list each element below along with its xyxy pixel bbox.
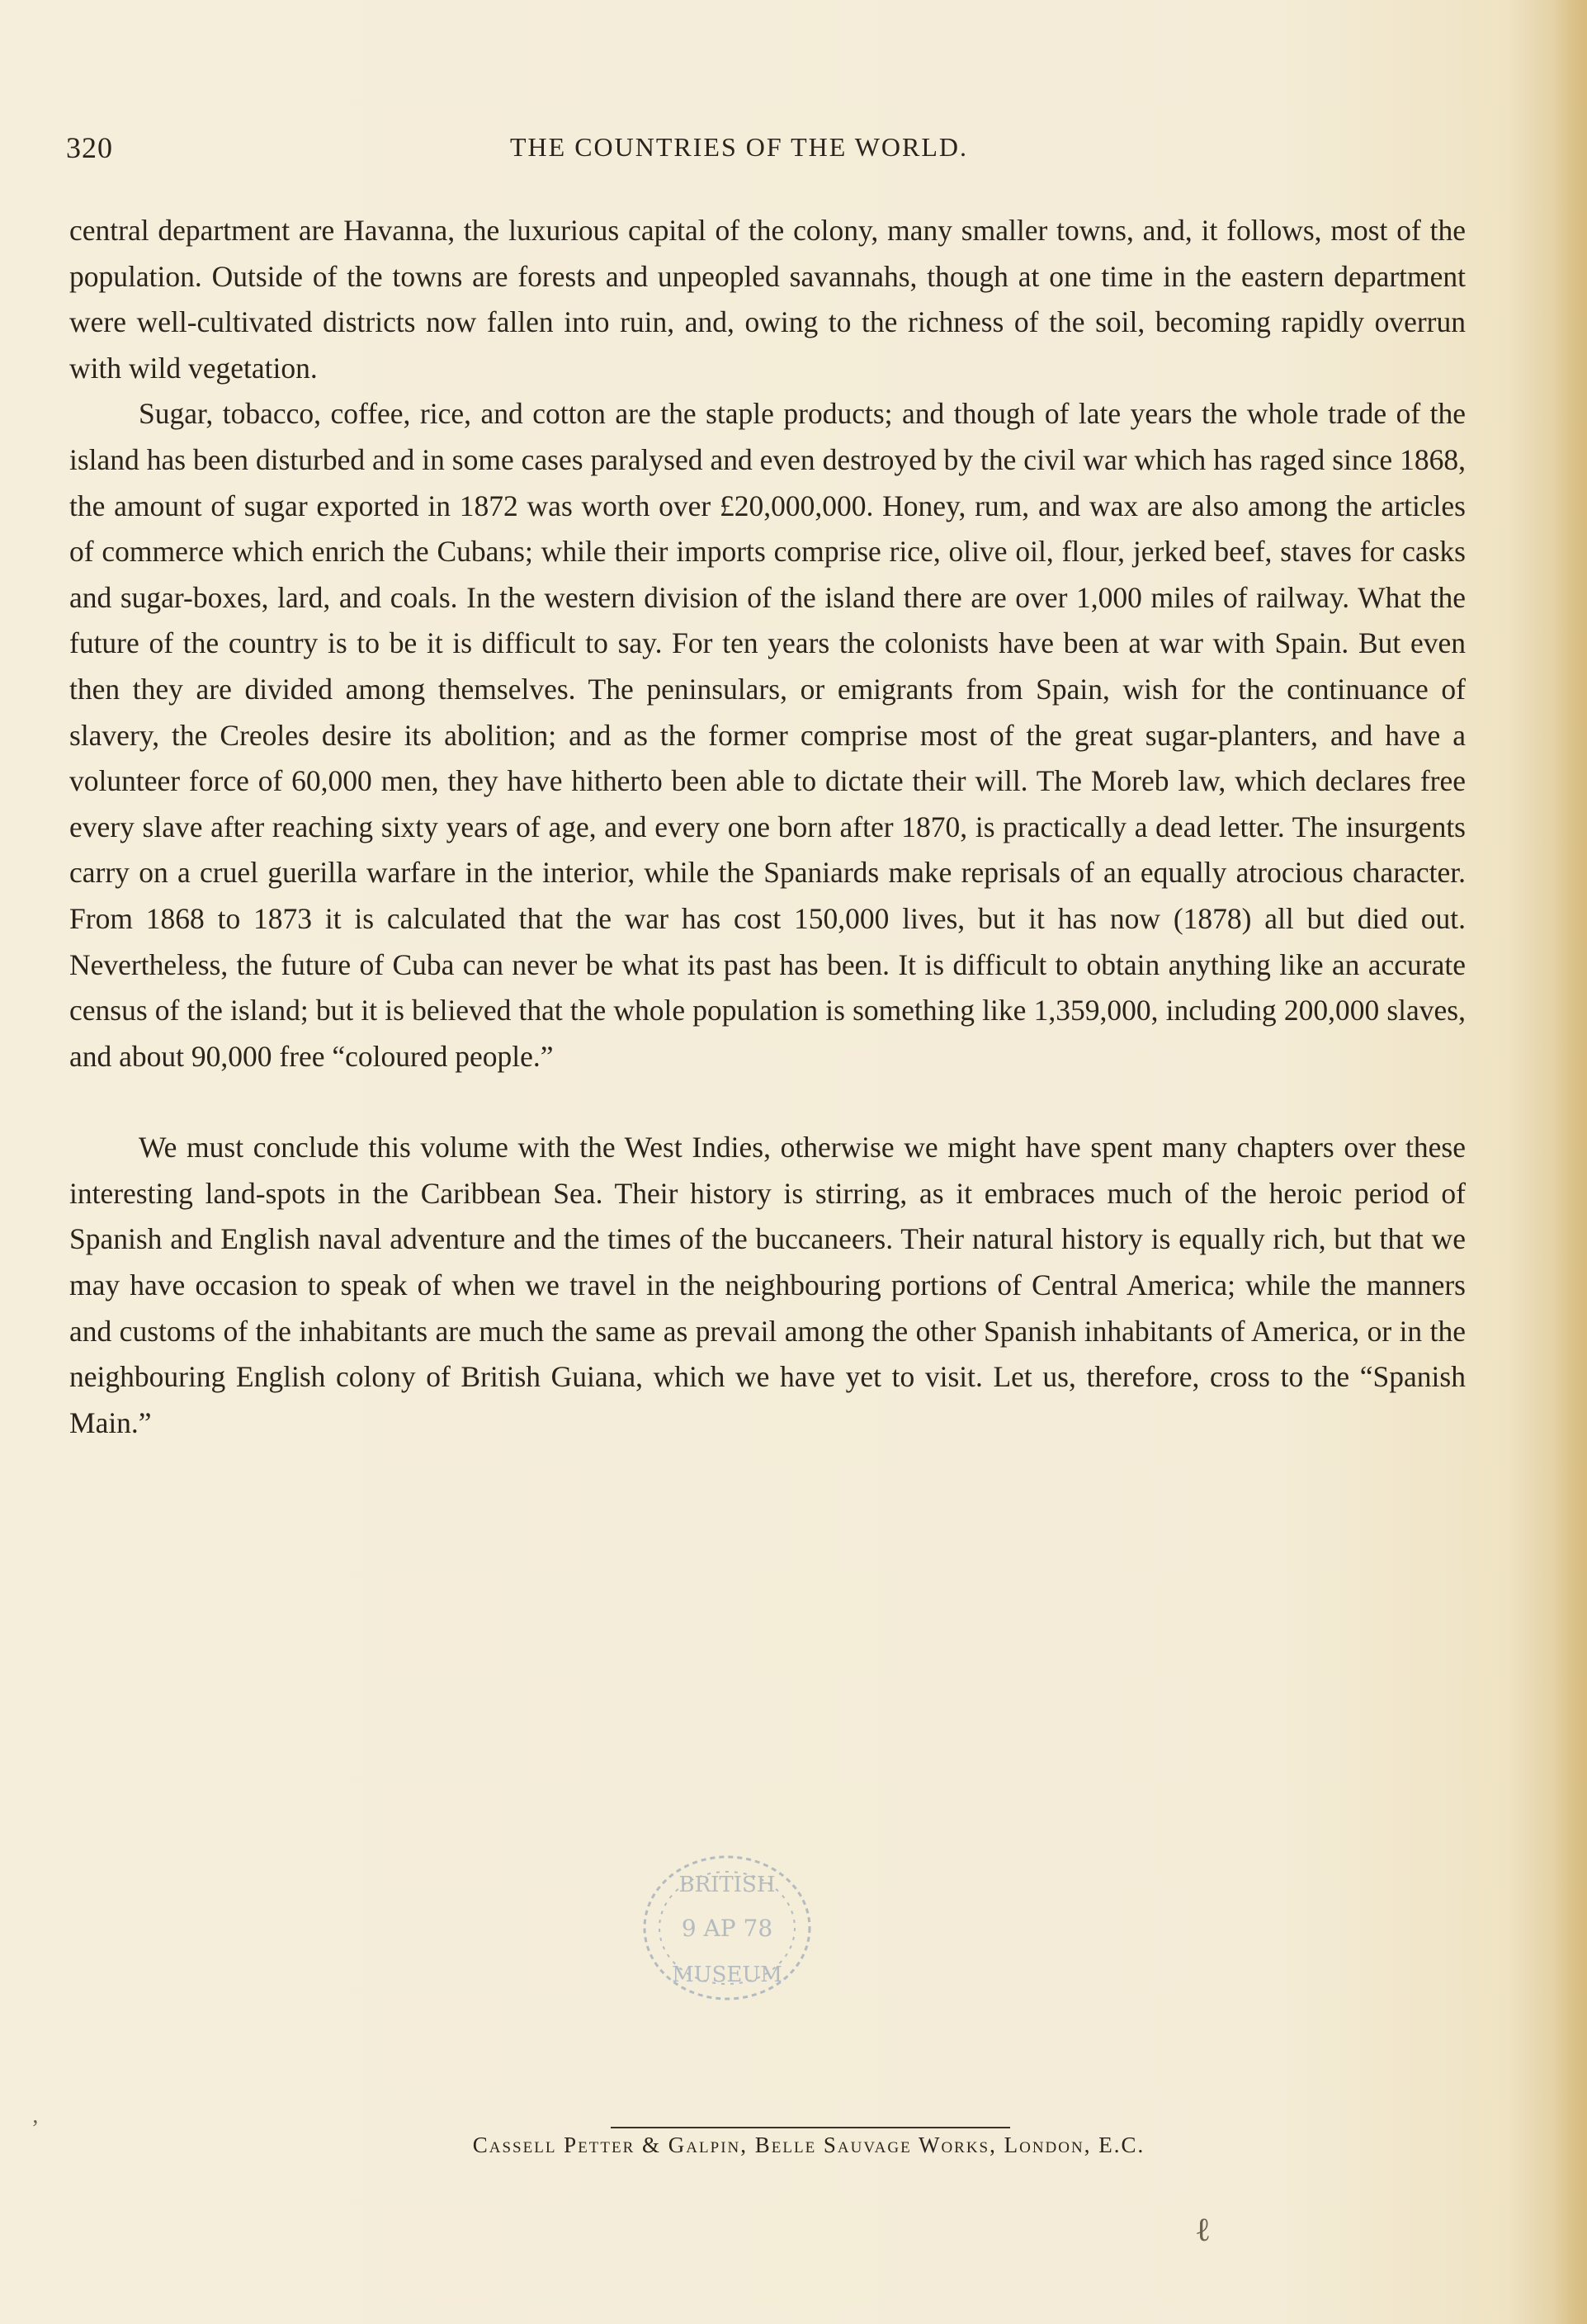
page-number: 320 (66, 131, 113, 164)
stamp-date: 9 AP 78 (681, 1915, 773, 1942)
footer-rule (611, 2127, 1010, 2128)
running-title: THE COUNTRIES OF THE WORLD. (510, 132, 969, 162)
body-text (69, 208, 1466, 1446)
page-edge-shading (1554, 0, 1587, 2324)
paragraph-continuation: central department are Havanna, the luxurious capital of the colony, many smaller towns, and, it follows, most of the population. Outside of the towns are forests and unpeopled savannahs, though at one time in the eastern department were well-cultivated districts now fallen into ruin, and, owing to the richness of the soil, becoming rapidly overrun with wild vegetation. (69, 214, 1466, 385)
stamp-text-top: BRITISH (678, 1873, 776, 1897)
library-stamp (632, 1845, 822, 2010)
running-head (66, 130, 1469, 172)
paragraph-cuba-trade: Sugar, tobacco, coffee, rice, and cotton are the staple products; and though of late years the whole trade of the island has been disturbed and in some cases paralysed and even destroyed by the civil war which has raged since 1868, the amount of sugar exported in 1872 was worth over £20,000,000. Honey, rum, and wax are also among the articles of commerce which enrich the Cubans; while their imports comprise rice, olive oil, flour, jerked beef, staves for casks and sugar-boxes, lard, and coals. In the western division of the island there are over 1,000 miles of railway. What the future of the country is to be it is difficult to say. For ten years the colonists have been at war with Spain. But even then they are divided among themselves. The peninsulars, or emigrants from Spain, wish for the continuance of slavery, the Creoles desire its abolition; and as the former comprise most of the great sugar-planters, and have a volunteer force of 60,000 men, they have hitherto been able to dictate their will. The Moreb law, which declares free every slave after reaching sixty years of age, and every one born after 1870, is practically a dead letter. The insurgents carry on a cruel guerilla warfare in the interior, while the Spaniards make reprisals of an equally atrocious character. From 1868 to 1873 it is calculated that the war has cost 150,000 lives, but it has now (1878) all but died out. Nevertheless, the future of Cuba can never be what its past has been. It is difficult to obtain anything like an accurate census of the island; but it is believed that the whole population is something like 1,359,000, including 200,000 slaves, and about 90,000 free “coloured people.” (69, 397, 1466, 1073)
section-gap (69, 1079, 1466, 1125)
margin-pencil-mark: ℓ (1195, 2211, 1212, 2248)
printer-imprint: Cassell Petter & Galpin, Belle Sauvage Works, London, E.C. (472, 2133, 1145, 2157)
stamp-text-bottom: MUSEUM (672, 1963, 782, 1987)
margin-speck: ‚ (31, 2103, 40, 2128)
paragraph-west-indies-conclusion: We must conclude this volume with the West Indies, otherwise we might have spent many chapters over these interesting land-spots in the Caribbean Sea. Their history is stirring, as it embraces much of the heroic period of Spanish and English naval adventure and the times of the buccaneers. Their natural history is equally rich, but that we may have occasion to speak of when we travel in the neighbouring portions of Central America; while the manners and customs of the inhabitants are much the same as prevail among the other Spanish inhabitants of America, or in the neighbouring English colony of British Guiana, which we have yet to visit. Let us, therefore, cross to the “Spanish Main.” (69, 1131, 1466, 1439)
